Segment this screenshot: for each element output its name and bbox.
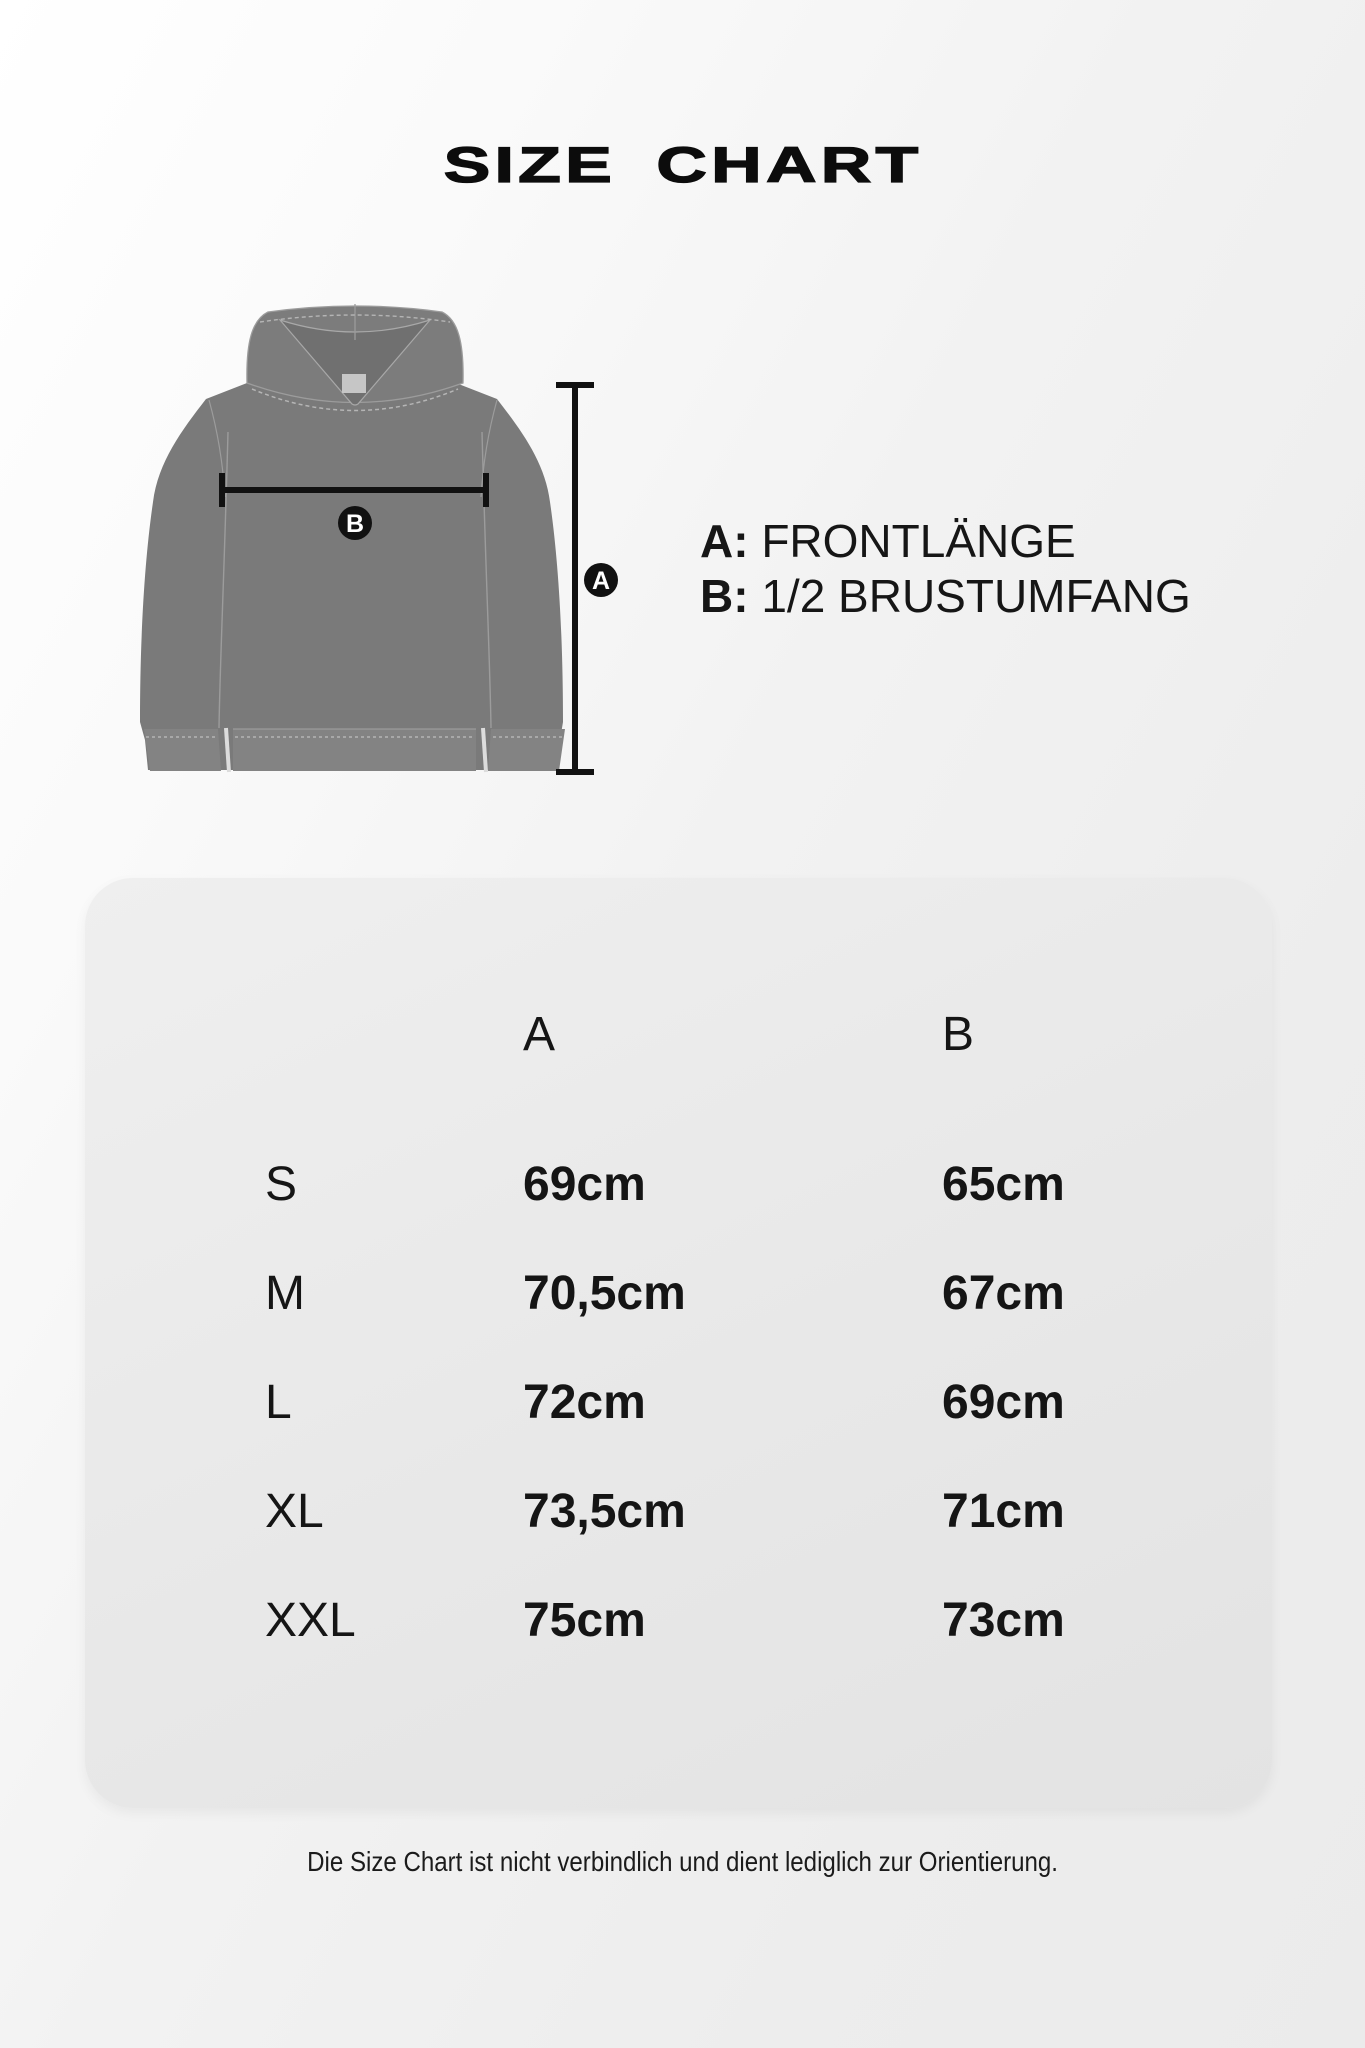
legend-line-a <box>700 514 1191 569</box>
hoodie-cuff-right <box>488 729 565 771</box>
badge-b <box>338 506 372 540</box>
hoodie-body <box>140 383 563 770</box>
size-table-card <box>85 878 1272 1808</box>
size-label: L <box>265 1376 292 1429</box>
value-a: 70,5cm <box>523 1267 686 1320</box>
table-row <box>265 1487 1205 1537</box>
table-row <box>265 1378 1205 1428</box>
value-a: 73,5cm <box>523 1485 686 1538</box>
size-label: M <box>265 1267 305 1320</box>
page-title <box>0 136 1365 194</box>
value-a: 69cm <box>523 1158 646 1211</box>
legend-label-b: 1/2 BRUSTUMFANG <box>761 570 1191 622</box>
badge-b-letter: B <box>345 510 365 538</box>
measurement-legend <box>700 514 1191 624</box>
hoodie-cuff-left <box>144 729 221 771</box>
table-header-row <box>265 1010 1205 1060</box>
table-row <box>265 1596 1205 1646</box>
value-a: 75cm <box>523 1594 646 1647</box>
value-b: 73cm <box>942 1594 1065 1647</box>
legend-key-a: A: <box>700 515 749 567</box>
value-b: 65cm <box>942 1158 1065 1211</box>
table-row <box>265 1160 1205 1210</box>
size-label: S <box>265 1158 298 1211</box>
legend-line-b <box>700 569 1191 624</box>
page-title-text: SIZE CHART <box>443 137 922 193</box>
column-header-b: B <box>942 1008 975 1061</box>
column-header-a: A <box>523 1008 556 1061</box>
size-label: XL <box>265 1485 324 1538</box>
value-b: 67cm <box>942 1267 1065 1320</box>
size-label: XXL <box>265 1594 356 1647</box>
legend-label-a: FRONTLÄNGE <box>761 515 1076 567</box>
legend-key-b: B: <box>700 570 749 622</box>
table-row <box>265 1269 1205 1319</box>
disclaimer <box>0 1846 1365 1878</box>
hoodie-measurement-diagram <box>100 282 620 777</box>
value-b: 69cm <box>942 1376 1065 1429</box>
badge-a-letter: A <box>591 567 611 595</box>
disclaimer-text: Die Size Chart ist nicht verbindlich und dient lediglich zur Orientierung. <box>307 1846 1058 1877</box>
badge-a <box>584 563 618 597</box>
hoodie-hem-band <box>233 729 476 771</box>
value-a: 72cm <box>523 1376 646 1429</box>
neck-label-patch <box>342 374 366 393</box>
value-b: 71cm <box>942 1485 1065 1538</box>
